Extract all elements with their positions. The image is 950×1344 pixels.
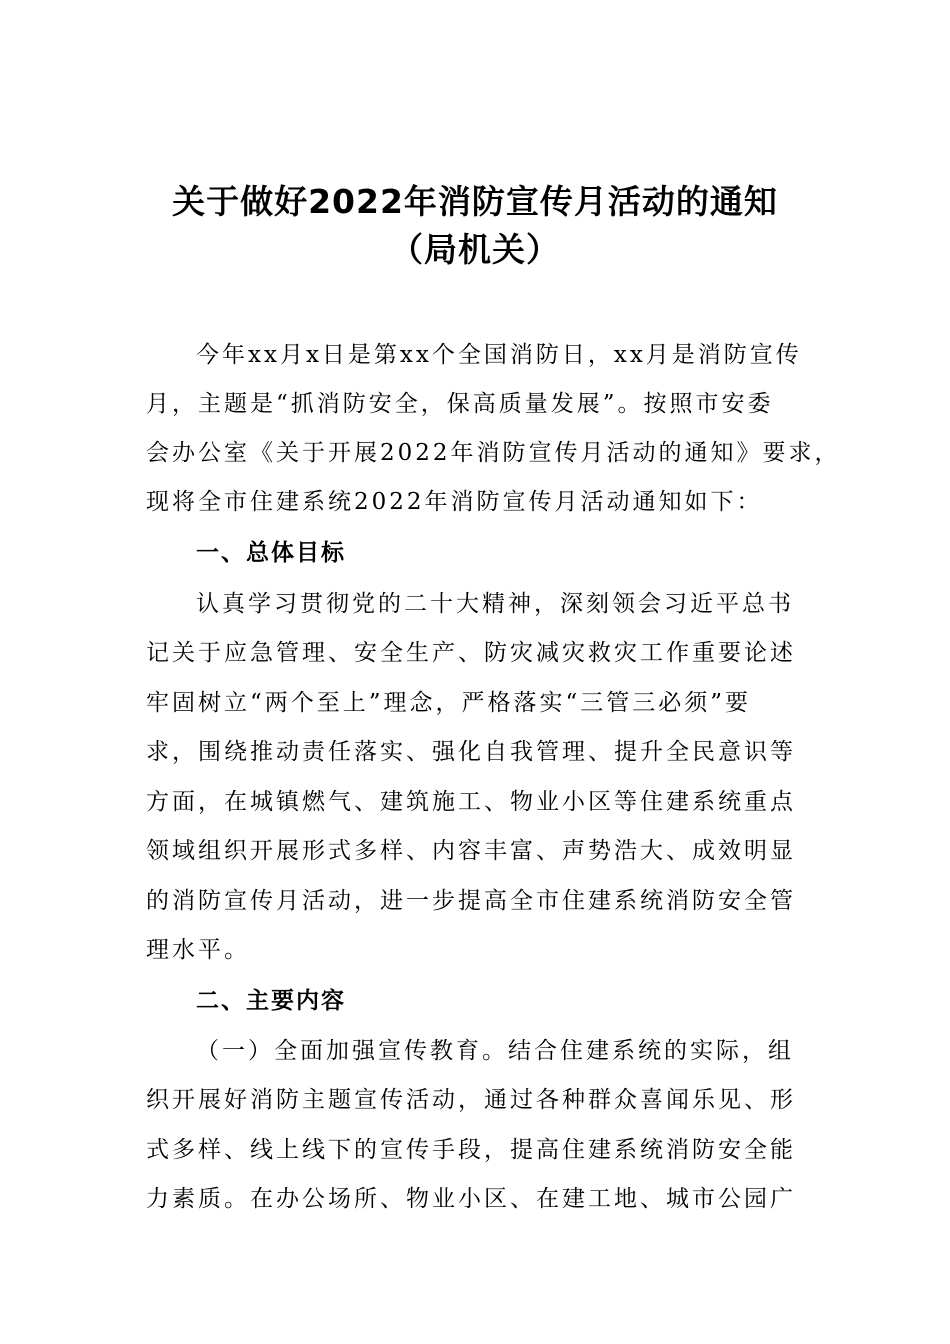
section2-line: 式多样、线上线下的宣传手段，提高住建系统消防安全能 [146,1137,796,1163]
intro-line: 现将全市住建系统2022年消防宣传月活动通知如下： [146,489,763,515]
section1-line: 领域组织开展形式多样、内容丰富、声势浩大、成效明显 [146,838,796,864]
section1-line: 的消防宣传月活动，进一步提高全市住建系统消防安全管 [146,888,796,914]
section1-line: 认真学习贯彻党的二十大精神，深刻领会习近平总书 [196,591,794,617]
section1-line: 记关于应急管理、安全生产、防灾减灾救灾工作重要论述 [146,640,796,666]
section1-line: 牢固树立“两个至上”理念，严格落实“三管三必须”要 [146,690,752,716]
intro-line: 会办公室《关于开展2022年消防宣传月活动的通知》要求， [146,440,841,466]
section2-line: 织开展好消防主题宣传活动，通过各种群众喜闻乐见、形 [146,1087,796,1113]
section1-line: 方面，在城镇燃气、建筑施工、物业小区等住建系统重点 [146,789,796,815]
section1-line: 理水平。 [146,937,250,963]
intro-line: 月，主题是“抓消防安全，保高质量发展”。按照市安委 [146,391,774,417]
section-heading: 二、主要内容 [196,988,346,1014]
section-heading: 一、总体目标 [196,540,346,566]
section2-line: （一）全面加强宣传教育。结合住建系统的实际，组 [196,1038,794,1064]
intro-line: 今年xx月x日是第xx个全国消防日，xx月是消防宣传 [196,342,802,368]
document-subtitle: （局机关） [390,230,560,269]
section2-line: 力素质。在办公场所、物业小区、在建工地、城市公园广 [146,1186,796,1212]
document-title: 关于做好2022年消防宣传月活动的通知 [172,182,778,221]
section1-line: 求，围绕推动责任落实、强化自我管理、提升全民意识等 [146,739,796,765]
